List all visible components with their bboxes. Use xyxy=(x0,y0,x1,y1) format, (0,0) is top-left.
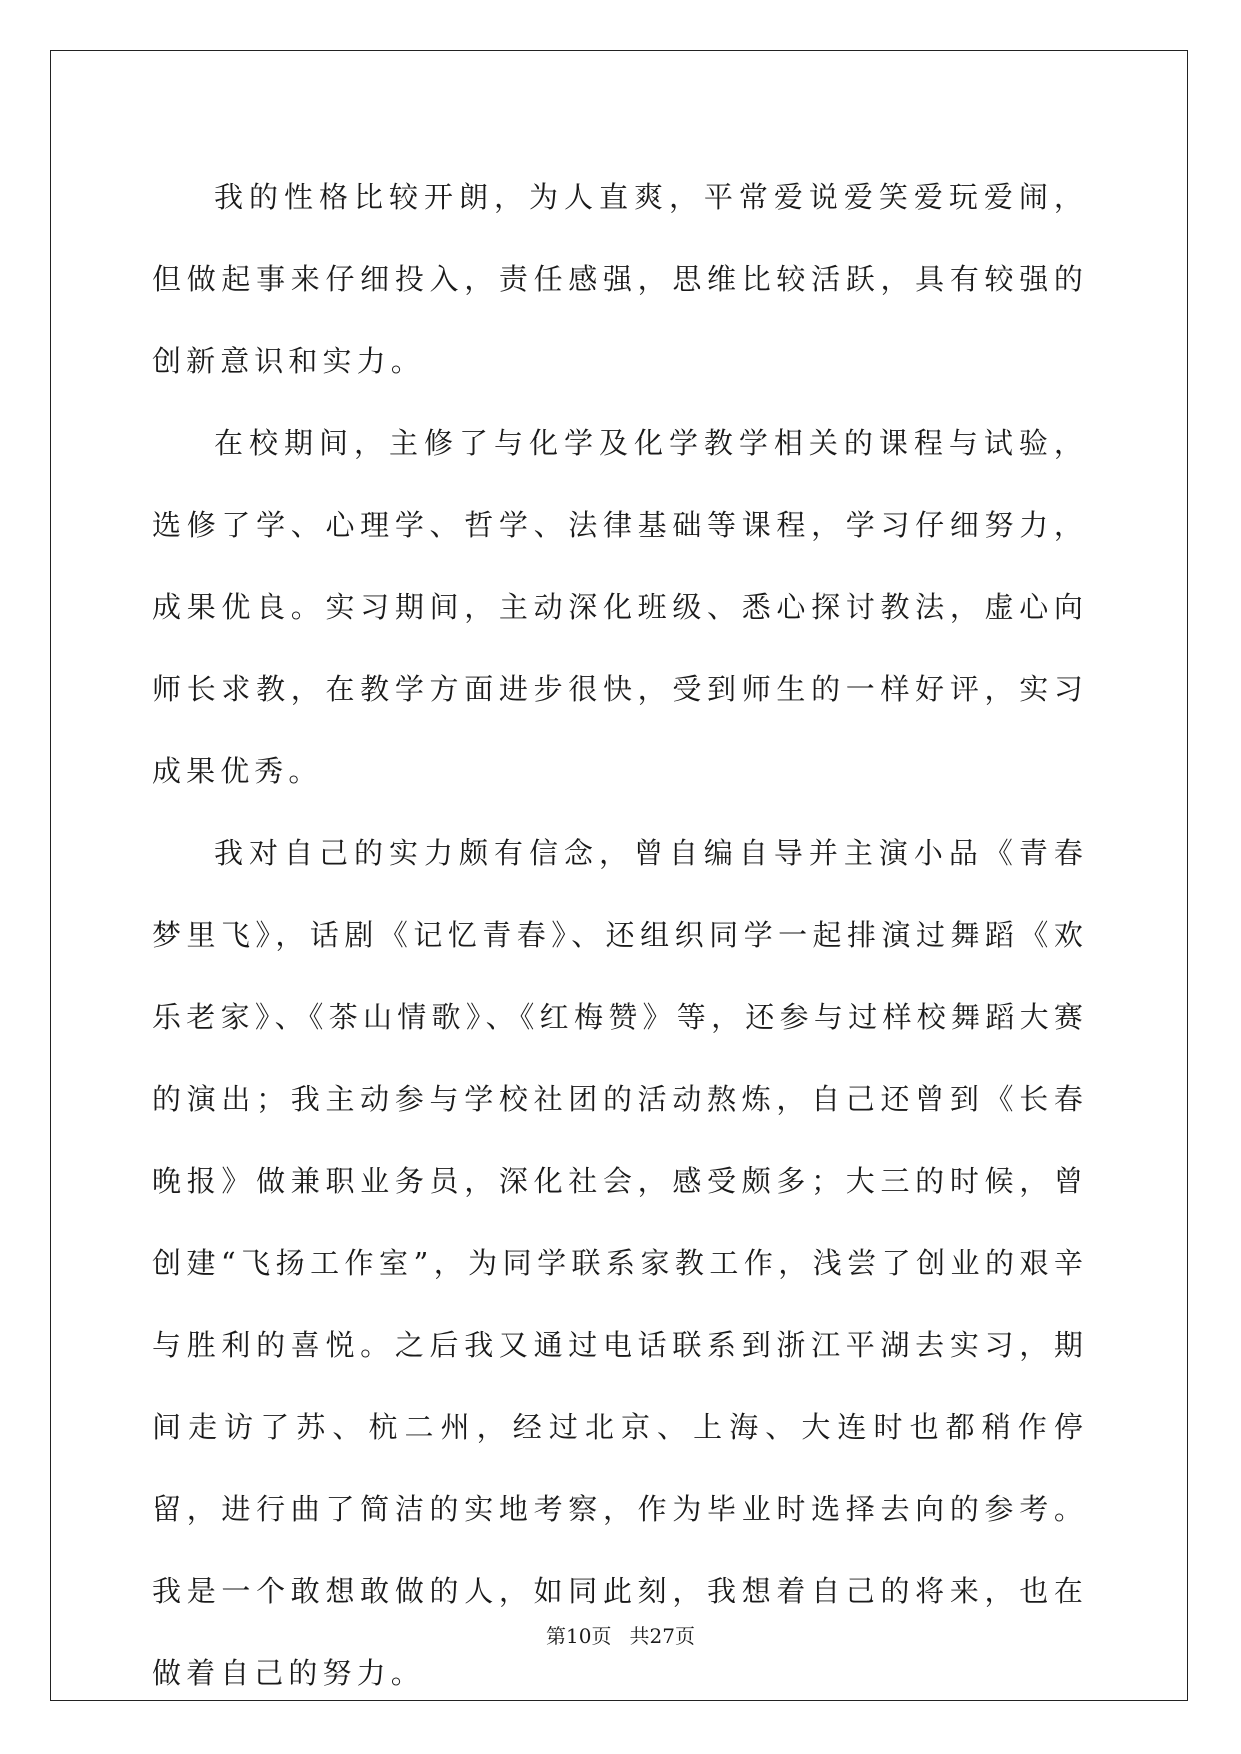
paragraph-personality: 我的性格比较开朗，为人直爽，平常爱说爱笑爱玩爱闹，但做起事来仔细投入，责任感强，思维比较活跃，具有较强的创新意识和实力。 xyxy=(152,180,1088,378)
paragraph-activities: 我对自己的实力颇有信念，曾自编自导并主演小品《青春梦里飞》，话剧《记忆青春》、还组织同学一起排演过舞蹈《欢乐老家》、《茶山情歌》、《红梅赞》等，还参与过样校舞蹈大赛的演出；我主动参与学校社团的活动熬炼，自己还曾到《长春晚报》做兼职业务员，深化社会，感受颇多；大三的时候，曾创建“飞扬工作室”，为同学联系家教工作，浅尝了创业的艰辛与胜利的喜悦。之后我又通过电话联系到浙江平湖去实习，期间走访了苏、杭二州，经过北京、上海、大连时也都稍作停留，进行曲了简洁的实地考察，作为毕业时选择去向的参考。我是一个敢想敢做的人，如同此刻，我想着自己的将来，也在做着自己的努力。 xyxy=(152,836,1088,1690)
page-number-total: 共27页 xyxy=(629,1624,695,1648)
page-number-current: 第10页 xyxy=(546,1624,612,1648)
paragraph-studies: 在校期间，主修了与化学及化学教学相关的课程与试验，选修了学、心理学、哲学、法律基础等课程，学习仔细努力，成果优良。实习期间，主动深化班级、悉心探讨教法，虚心向师长求教，在教学方面进步很快，受到师生的一样好评，实习成果优秀。 xyxy=(152,426,1088,788)
document-body xyxy=(152,156,1088,1714)
page-footer xyxy=(0,1622,1241,1650)
